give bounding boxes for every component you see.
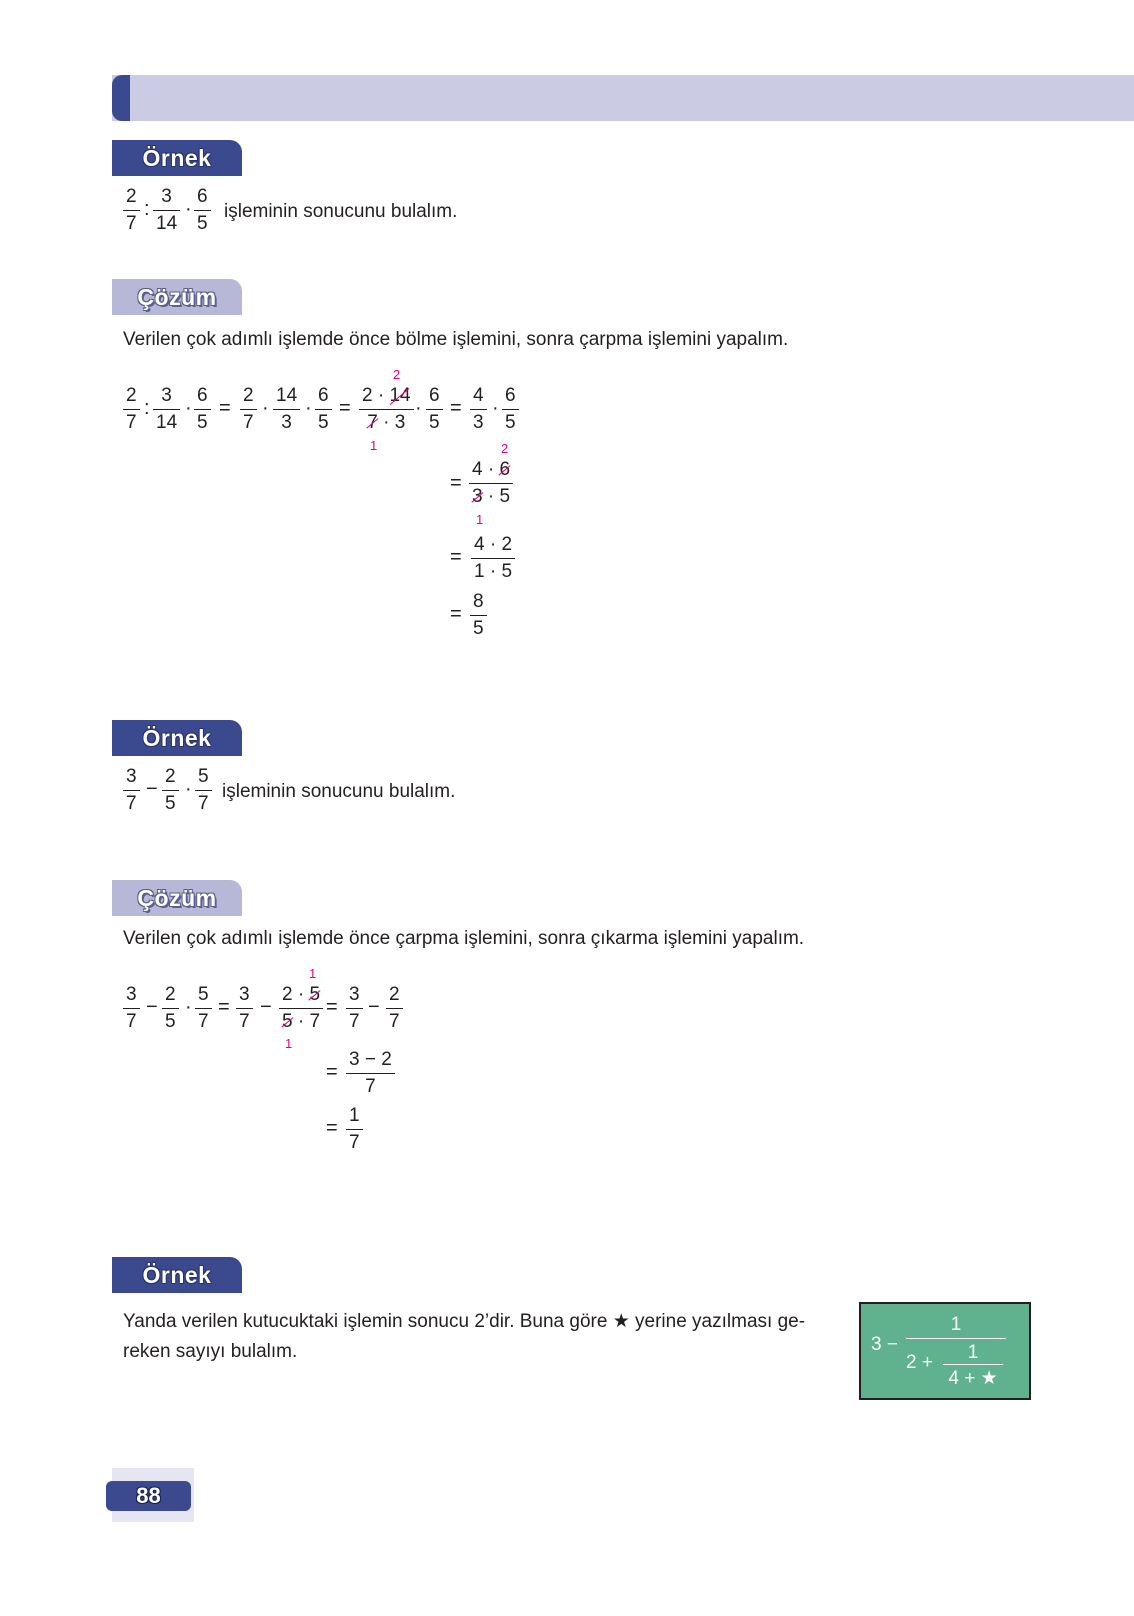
fraction: 3 7 (236, 983, 253, 1034)
example-label: Örnek (112, 1257, 242, 1293)
example-label: Örnek (112, 720, 242, 756)
fraction: 2 · 14 7 · 3 (359, 384, 414, 435)
fraction: 6 5 (194, 384, 211, 435)
fraction: 4 3 (470, 384, 487, 435)
solution-label: Çözüm (112, 880, 242, 916)
example-text: reken sayıyı bulalım. (123, 1341, 298, 1362)
solution-label: Çözüm (112, 279, 242, 315)
example-text: Yanda verilen kutucuktaki işlemin sonucu 2’dir. Buna göre ★ yerine yazılması ge- (123, 1311, 806, 1332)
header-bar (112, 75, 1134, 121)
solution-text: Verilen çok adımlı işlemde önce çarpma işlemini, sonra çıkarma işlemini yapalım. (123, 928, 805, 949)
fraction: 6 5 (502, 384, 519, 435)
example-prompt: işleminin sonucunu bulalım. (222, 781, 456, 802)
fraction: 14 3 (273, 384, 300, 435)
fraction: 3 7 (123, 765, 140, 816)
fraction: 2 7 (240, 384, 257, 435)
fraction: 6 5 (315, 384, 332, 435)
example-label: Örnek (112, 140, 242, 176)
fraction: 3 7 (346, 983, 363, 1034)
fraction: 3 − 2 7 (346, 1048, 395, 1099)
continued-fraction-box: 3 − 1 2 + 1 4 + ★ (859, 1302, 1031, 1400)
fraction: 3 14 (153, 384, 180, 435)
fraction: 6 5 (194, 185, 211, 236)
fraction: 6 5 (426, 384, 443, 435)
solution-text: Verilen çok adımlı işlemde önce bölme işlemini, sonra çarpma işlemini yapalım. (123, 329, 789, 350)
fraction: 3 7 (123, 983, 140, 1034)
fraction: 2 7 (123, 384, 140, 435)
example-prompt: işleminin sonucunu bulalım. (224, 201, 458, 222)
fraction: 2 7 (123, 185, 140, 236)
fraction: 3 14 (153, 185, 180, 236)
fraction: 5 7 (195, 983, 212, 1034)
header-accent (112, 75, 130, 121)
fraction: 2 7 (386, 983, 403, 1034)
fraction: 2 5 (162, 983, 179, 1034)
fraction: 1 7 (346, 1104, 363, 1155)
page-number: 88 (106, 1481, 191, 1511)
fraction: 5 7 (195, 765, 212, 816)
fraction: 2 · 5 5 · 7 (279, 983, 323, 1034)
fraction: 4 · 2 1 · 5 (471, 533, 515, 584)
fraction: 4 · 6 3 · 5 (469, 458, 513, 509)
fraction: 2 5 (162, 765, 179, 816)
fraction: 8 5 (470, 590, 487, 641)
